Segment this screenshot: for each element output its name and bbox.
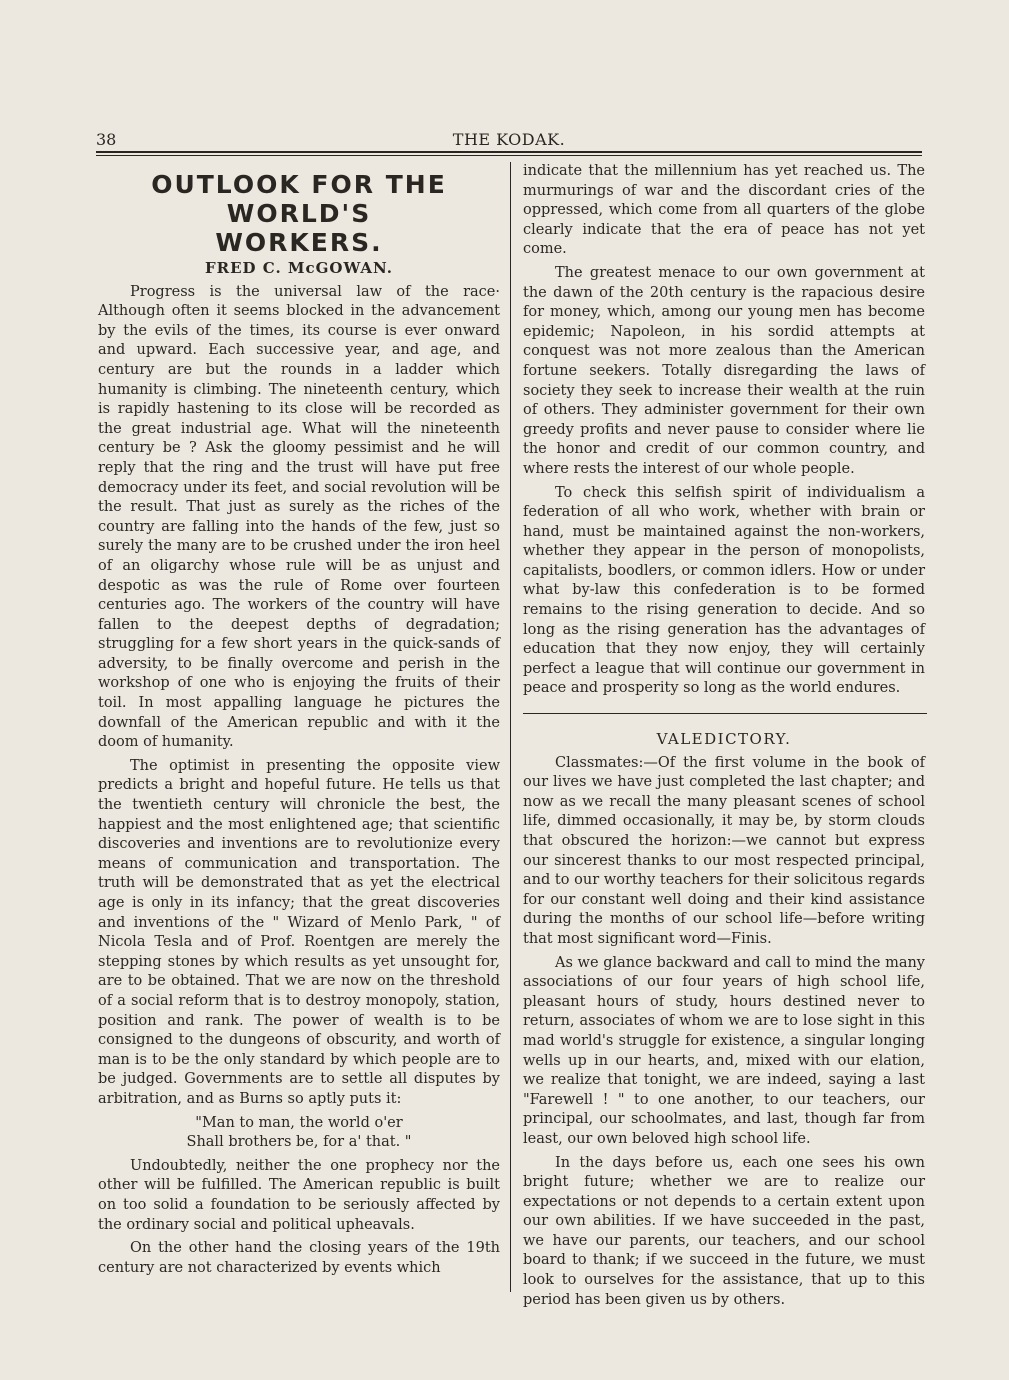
verse-line: "Man to man, the world o'er: [195, 1114, 403, 1131]
right-column: [523, 162, 925, 1310]
paragraph: The optimist in presenting the opposite view predicts a bright and hopeful future. He tells us that the twentieth century will chronicle the best, the happiest and the most enlightened age; that scientific discoveries and inventions are to revolutionize every means of communication and transportation. The truth will be demonstrated that as yet the electrical age is only in its infancy; that the great discoveries and inventions of the " Wizard of Menlo Park, " of Nicola Tesla and of Prof. Roentgen are merely the stepping stones by which results as yet unsought for, are to be obtained. That we are now on the threshold of a social reform that is to destroy monopoly, station, position and rank. The power of wealth is to be consigned to the dungeons of obscurity, and worth of man is to be the only standard by which people are to be judged. Governments are to settle all disputes by arbitration, and as Burns so aptly puts it:: [98, 757, 500, 1107]
paragraph: To check this selfish spirit of individualism a federation of all who work, whether with brain or hand, must be maintained against the non-workers, whether they appear in the person of monopolists, capitalists, boodlers, or common idlers. How or under what by-law this confederation is to be formed remains to the rising generation to decide. And so long as the rising generation has the advantages of education that they now enjoy, they will certainly perfect a league that will continue our government in peace and prosperity so long as the world endures.: [523, 484, 925, 697]
paragraph: Undoubtedly, neither the one prophecy nor the other will be fulfilled. The American republic is built on too solid a foundation to be seriously affected by the ordinary social and political upheavals.: [98, 1157, 500, 1233]
header-rule: [96, 151, 922, 153]
header-rule-thin: [96, 155, 922, 156]
paragraph: The greatest menace to our own government at the dawn of the 20th century is the rapacious desire for money, which, among our young men has become epidemic; Napoleon, in his sordid attempts at conquest was not more zealous than the American fortune seekers. Totally disregarding the laws of society they seek to increase their wealth at the ruin of others. They administer government for their own greedy profits and never pause to consider where lie the honor and credit of our common country, and where rests the interest of our whole people.: [523, 264, 925, 477]
paragraph: indicate that the millennium has yet reached us. The murmurings of war and the discordant cries of the oppressed, which come from all quarters of the globe clearly indicate that the era of peace has not yet come.: [523, 163, 925, 258]
section-title: VALEDICTORY.: [656, 730, 792, 749]
paragraph: In the days before us, each one sees his own bright future; whether we are to realize our expectations or not depends to a certain extent upon our own abilities. If we have succeeded in the past, we have our parents, our teachers, and our school board to thank; if we succeed in the future, we must look to ourselves for the assistance, that up to this period has been given us by others.: [523, 1154, 925, 1308]
column-divider: [510, 162, 511, 1292]
article-byline: FRED C. McGOWAN.: [204, 259, 393, 277]
article-title-line1: OUTLOOK FOR THE WORLD'S: [151, 170, 447, 228]
left-column: [98, 162, 500, 1278]
verse-line: Shall brothers be, for a' that. ": [186, 1134, 412, 1151]
page-header: [96, 130, 922, 150]
article-title: [98, 170, 500, 257]
paragraph: Progress is the universal law of the race· Although often it seems blocked in the advancement by the evils of the times, its course is ever onward and upward. Each successive year, and age, and century are but the rounds in a ladder which humanity is climbing. The nineteenth century, which is rapidly hastening to its close will be recorded as the great industrial age. What will the nineteenth century be ? Ask the gloomy pessimist and he will reply that the ring and the trust will have put free democracy under its feet, and social revolution will be the result. That just as surely as the riches of the country are falling into the hands of the few, just so surely the many are to be crushed under the iron heel of an oligarchy whose rule will be as unjust and despotic as was the rule of Rome over fourteen centuries ago. The workers of the country will have fallen to the deepest depths of degradation; struggling for a few short years in the quick-sands of adversity, to be finally overcome and perish in the workshop of one who is enjoying the fruits of their toil. In most appalling language he pictures the downfall of the American republic and with it the doom of humanity.: [98, 283, 500, 751]
running-title: THE KODAK.: [452, 130, 566, 149]
article-title-line2: WORKERS.: [215, 228, 383, 257]
section-separator: [523, 713, 927, 714]
page-number: 38: [96, 130, 117, 149]
paragraph: Classmates:—Of the first volume in the book of our lives we have just completed the last chapter; and now as we recall the many pleasant scenes of school life, dimmed occasionally, it may be, by storm clouds that obscured the horizon:—we cannot but express our sincerest thanks to our most respected principal, and to our worthy teachers for their solicitous regards for our constant well doing and their kind assistance during the months of our school life—before writing that most significant word—Finis.: [523, 754, 925, 947]
paragraph: As we glance backward and call to mind the many associations of our four years of high school life, pleasant hours of study, hours destined never to return, associates of whom we are to lose sight in this mad world's struggle for existence, a singular longing wells up in our hearts, and, mixed with our elation, we realize that tonight, we are indeed, saying a last "Farewell ! " to one another, to our teachers, our principal, our schoolmates, and last, though far from least, our own beloved high school life.: [523, 954, 925, 1147]
paragraph: On the other hand the closing years of the 19th century are not characterized by events which: [98, 1240, 500, 1276]
